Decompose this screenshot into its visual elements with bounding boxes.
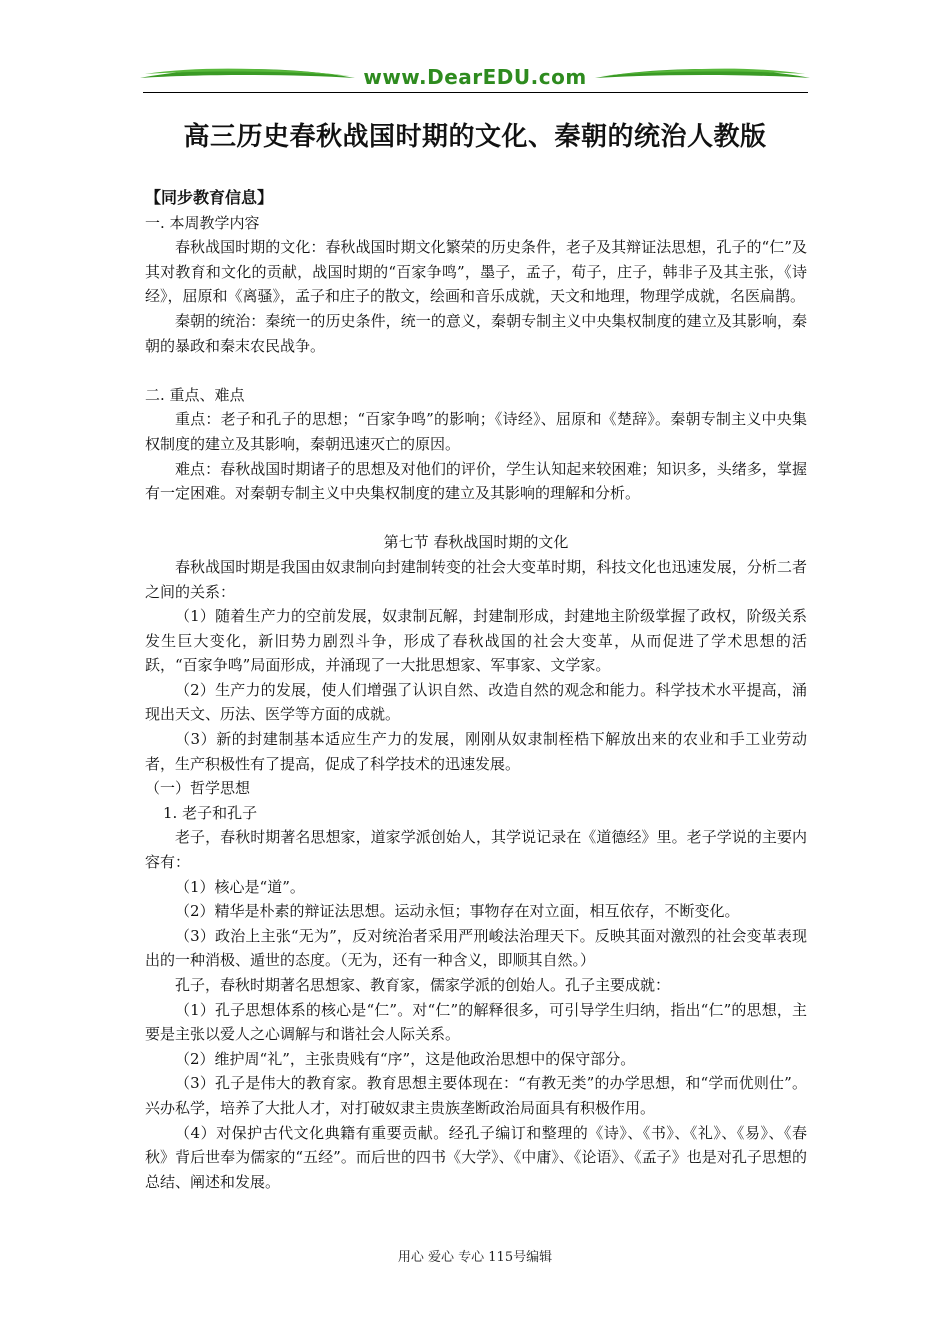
part2-heading: 二. 重点、难点 — [145, 385, 245, 404]
list-item: （1）孔子思想体系的核心是“仁”。对“仁”的解释很多，可引导学生归纳，指出“仁”的思想，主要是主张以爱人之心调解与和谐社会人际关系。 — [145, 1000, 807, 1044]
part1-heading: 一. 本周教学内容 — [145, 213, 260, 232]
body-paragraph: 老子，春秋时期著名思想家，道家学派创始人，其学说记录在《道德经》里。老子学说的主要内容有： — [145, 828, 807, 872]
body-paragraph: （2）生产力的发展，使人们增强了认识自然、改造自然的观念和能力。科学技术水平提高，涌现出天文、历法、医学等方面的成就。 — [145, 680, 807, 724]
part1-paragraph: 秦朝的统治：秦统一的历史条件，统一的意义，秦朝专制主义中央集权制度的建立及其影响，秦朝的暴政和秦末农民战争。 — [145, 311, 807, 355]
body-paragraph: 春秋战国时期是我国由奴隶制向封建制转变的社会大变革时期，科技文化也迅速发展，分析二者之间的关系： — [145, 557, 807, 601]
body-paragraph: （3）新的封建制基本适应生产力的发展，刚刚从奴隶制桎梏下解放出来的农业和手工业劳动者，生产积极性有了提高，促成了科学技术的迅速发展。 — [145, 730, 807, 773]
site-logo-text: www.DearEDU.com — [363, 65, 587, 89]
list-item: （2）精华是朴素的辩证法思想。运动永恒；事物存在对立面，相互依存，不断变化。 — [175, 902, 740, 921]
part2-paragraph: 难点：春秋战国时期诸子的思想及对他们的评价，学生认知起来较困难；知识多，头绪多，掌握有一定困难。对秦朝专制主义中央集权制度的建立及其影响的理解和分析。 — [145, 459, 807, 503]
list-item: （4）对保护古代文化典籍有重要贡献。经孔子编订和整理的《诗》、《书》、《礼》、《易》、《春秋》背后世奉为儒家的“五经”。而后世的四书《大学》、《中庸》、《论语》、《孟子》也是对孔子思想的总结、阐述和发展。 — [145, 1123, 807, 1191]
list-item: （3）政治上主张“无为”，反对统治者采用严刑峻法治理天下。反映其面对激烈的社会变革表现出的一种消极、遁世的态度。（无为，还有一种含义，即顺其自然。） — [145, 926, 807, 970]
part1-paragraph: 春秋战国时期的文化：春秋战国时期文化繁荣的历史条件，老子及其辩证法思想，孔子的“仁”及其对教育和文化的贡献，战国时期的“百家争鸣”，墨子，孟子，荀子，庄子，韩非子及其主张，《诗经》，屈原和《离骚》，孟子和庄子的散文，绘画和音乐成就，天文和地理，物理学成就，名医扁鹊。 — [145, 238, 807, 306]
body-paragraph: 孔子，春秋时期著名思想家、教育家，儒家学派的创始人。孔子主要成就： — [175, 976, 671, 994]
document-body — [145, 186, 807, 1194]
part2-paragraph: 重点：老子和孔子的思想；“百家争鸣”的影响；《诗经》、屈原和《楚辞》。秦朝专制主义中央集权制度的建立及其影响，秦朝迅速灭亡的原因。 — [145, 410, 807, 453]
list-item: （2）维护周“礼”，主张贵贱有“序”，这是他政治思想中的保守部分。 — [175, 1049, 636, 1068]
list-item: （3）孔子是伟大的教育家。教育思想主要体现在：“有教无类”的办学思想，和“学而优则仕”。兴办私学，培养了大批人才，对打破奴隶主贵族垄断政治局面具有积极作用。 — [145, 1074, 807, 1117]
site-banner — [140, 62, 810, 92]
subsection-heading: 1. 老子和孔子 — [163, 803, 258, 822]
header-divider — [143, 92, 808, 93]
spacer — [145, 358, 807, 383]
body-paragraph: （1）随着生产力的空前发展，奴隶制瓦解，封建制形成，封建地主阶级掌握了政权，阶级关系发生巨大变化，新旧势力剧烈斗争，形成了春秋战国的社会大变革，从而促进了学术思想的活跃，“百家争鸣”局面形成，并涌现了一大批思想家、军事家、文学家。 — [145, 607, 807, 675]
spacer — [145, 506, 807, 531]
list-item: （1）核心是“道”。 — [175, 877, 305, 896]
page-footer: 用心 爱心 专心 115号编辑 — [397, 1250, 553, 1265]
section7-heading: 第七节 春秋战国时期的文化 — [383, 533, 569, 552]
section-label: 【同步教育信息】 — [145, 188, 274, 207]
page-title: 高三历史春秋战国时期的文化、秦朝的统治人教版 — [183, 122, 767, 152]
subsection-heading: （一）哲学思想 — [145, 779, 251, 798]
